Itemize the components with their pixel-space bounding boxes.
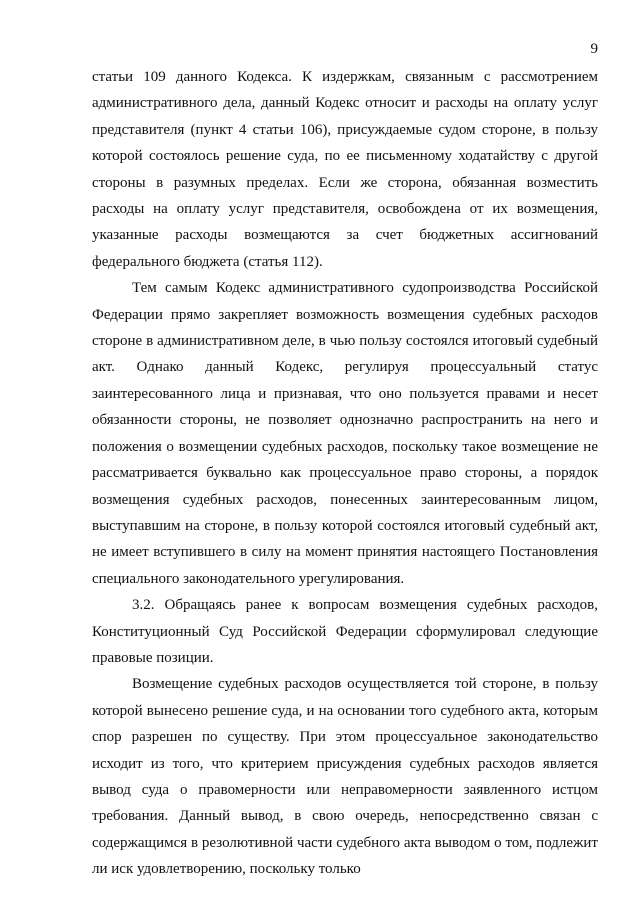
- document-text: [92, 64, 598, 883]
- paragraph-1: статьи 109 данного Кодекса. К издержкам, связанным с рассмотрением административного дела, данный Кодекс относит и расходы на оплату услуг представителя (пункт 4 статьи 106), присуждаемые судом стороне, в пользу которой состоялось решение суда, по ее письменному ходатайству с другой стороны в разумных пределах. Если же сторона, обязанная возместить расходы на оплату услуг представителя, освобождена от их возмещения, указанные расходы возмещаются за счет бюджетных ассигнований федерального бюджета (статья 112).: [92, 69, 598, 270]
- paragraph-4: Возмещение судебных расходов осуществляется той стороне, в пользу которой вынесено решение суда, и на основании того судебного акта, которым спор разрешен по существу. При этом процессуальное законодательство исходит из того, что критерием присуждения судебных расходов является вывод суда о правомерности или неправомерности заявленного истцом требования. Данный вывод, в свою очередь, непосредственно связан с содержащимся в резолютивной части судебного акта выводом о том, подлежит ли иск удовлетворению, поскольку только: [92, 676, 598, 878]
- paragraph-2: Тем самым Кодекс административного судопроизводства Российской Федерации прямо закрепляет возможность возмещения судебных расходов стороне в административном деле, в чью пользу состоялся итоговый судебный акт. Однако данный Кодекс, регулируя процессуальный статус заинтересованного лица и признавая, что оно пользуется правами и несет обязанности стороны, не позволяет однозначно распространить на него и положения о возмещении судебных расходов, поскольку такое возмещение не рассматривается буквально как процессуальное право стороны, а порядок возмещения судебных расходов, понесенных заинтересованным лицом, выступавшим на стороне, в пользу которой состоялся итоговый судебный акт, не имеет вступившего в силу на момент принятия настоящего Постановления специального законодательного урегулирования.: [92, 280, 598, 587]
- paragraph-3: 3.2. Обращаясь ранее к вопросам возмещения судебных расходов, Конституционный Суд Российской Федерации сформулировал следующие правовые позиции.: [92, 597, 598, 666]
- page-number: 9: [590, 41, 598, 57]
